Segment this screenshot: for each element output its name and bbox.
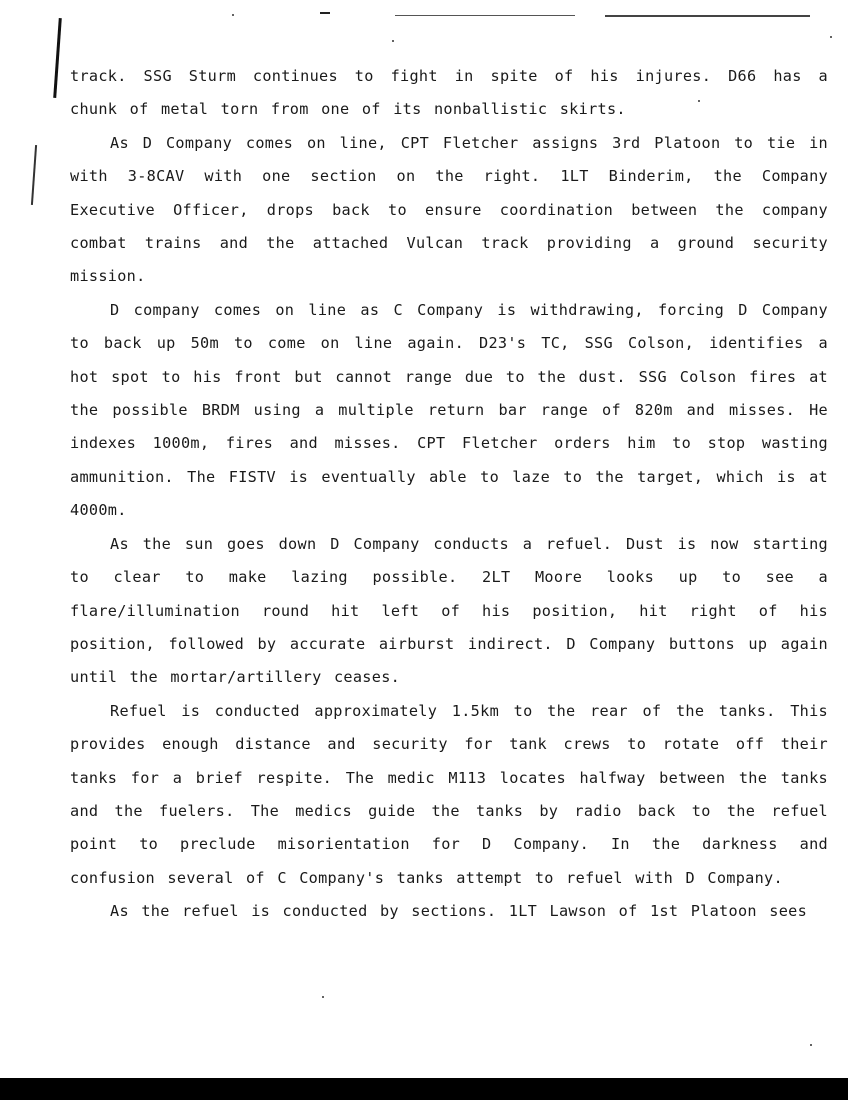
scan-speck	[810, 1044, 812, 1046]
paragraph: D company comes on line as C Company is withdrawing, forcing D Company to back up 50m to come on line again. D23's TC, SSG Colson, identifies a hot spot to his front but cannot range due to the dust. SSG Colson fires at the possible BRDM using a multiple return bar range of 820m and misses. He indexes 1000m, fires and misses. CPT Fletcher orders him to stop wasting ammunition. The FISTV is eventually able to laze to the target, which is at 4000m.	[70, 300, 828, 520]
paragraph: As the refuel is conducted by sections. 1LT Lawson of 1st Platoon sees	[110, 902, 808, 921]
scan-artifact-top-line	[395, 15, 575, 16]
paragraph: Refuel is conducted approximately 1.5km to the rear of the tanks. This provides enough distance and security for tank crews to rotate off their tanks for a brief respite. The medic M113 locates halfway between the tanks and the fuelers. The medics guide the tanks by radio back to the refuel point to preclude misorientation for D Company. In the darkness and confusion several of C Company's tanks attempt to refuel with D Company.	[70, 701, 828, 887]
paragraph: As the sun goes down D Company conducts a refuel. Dust is now starting to clear to make lazing possible. 2LT Moore looks up to see a flare/illumination round hit left of his position, hit right of his position, followed by accurate airburst indirect. D Company buttons up again until the mortar/artillery ceases.	[70, 534, 828, 687]
scan-artifact-margin-line	[31, 145, 37, 205]
scan-speck	[392, 40, 394, 42]
scan-speck	[232, 14, 234, 16]
document-body	[70, 60, 828, 929]
scan-artifact-margin-line	[53, 18, 62, 98]
paragraph: As D Company comes on line, CPT Fletcher assigns 3rd Platoon to tie in with 3-8CAV with one section on the right. 1LT Binderim, the Company Executive Officer, drops back to ensure coordination between the company combat trains and the attached Vulcan track providing a ground security mission.	[70, 133, 828, 286]
scan-bottom-border	[0, 1078, 848, 1100]
scan-artifact-top-line	[605, 15, 810, 17]
paragraph: track. SSG Sturm continues to fight in spite of his injures. D66 has a chunk of metal torn from one of its nonballistic skirts.	[70, 67, 828, 119]
scan-speck	[830, 36, 832, 38]
scan-speck	[322, 996, 324, 998]
scan-artifact-top-line	[320, 12, 330, 14]
